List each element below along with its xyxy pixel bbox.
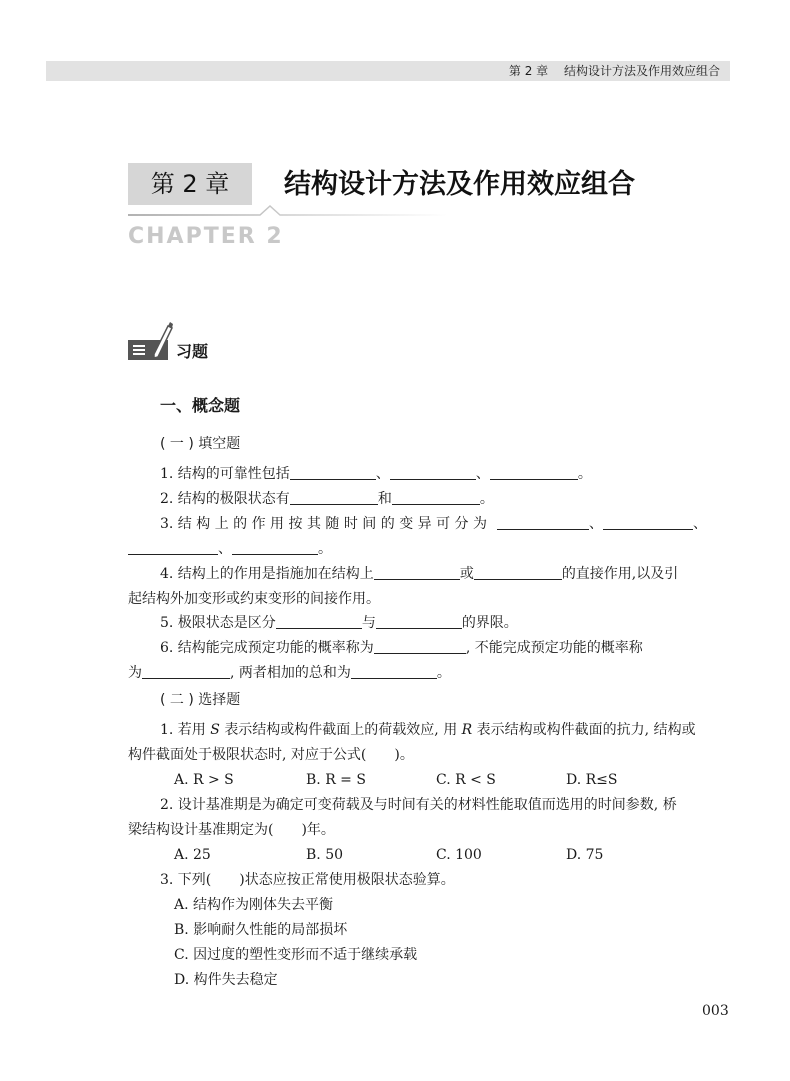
choice-heading: ( 二 ) 选择题 <box>160 692 241 708</box>
question-fill-4-cont: 起结构外加变形或约束变形的间接作用。 <box>128 591 380 607</box>
option-d: D. R≤S <box>566 772 618 788</box>
option-c: C. 因过度的塑性变形而不适于继续承载 <box>174 947 418 963</box>
question-choice-1: 1. 若用 S 表示结构或构件截面上的荷载效应, 用 R 表示结构或构件截面的抗力, 结构或 <box>160 722 696 738</box>
option-a: A. R > S <box>174 772 234 788</box>
question-fill-6-cont: 为 , 两者相加的总和为 。 <box>128 665 451 681</box>
running-head-title: 结构设计方法及作用效应组合 <box>563 64 720 78</box>
question-fill-5: 5. 极限状态是区分 与 的界限。 <box>160 615 518 631</box>
question-fill-3: 3. 结 构 上 的 作 用 按 其 随 时 间 的 变 异 可 分 为 、 、 <box>160 516 708 532</box>
running-head <box>46 61 730 81</box>
question-choice-1-cont: 构件截面处于极限状态时, 对应于公式( )。 <box>128 747 414 763</box>
part-heading: 一、概念题 <box>160 396 241 415</box>
option-c: C. 100 <box>436 847 482 863</box>
question-fill-1: 1. 结构的可靠性包括 、 、 。 <box>160 466 592 482</box>
chapter-label: 第 2 章 <box>128 163 252 205</box>
question-fill-2: 2. 结构的极限状态有 和 。 <box>160 491 494 507</box>
option-d: D. 构件失去稳定 <box>174 972 278 988</box>
exercise-pencil-icon <box>128 322 174 362</box>
option-b: B. 50 <box>306 847 344 863</box>
fill-heading: ( 一 ) 填空题 <box>160 436 241 452</box>
question-choice-3: 3. 下列( )状态应按正常使用极限状态验算。 <box>160 872 455 888</box>
option-b: B. R = S <box>306 772 366 788</box>
question-fill-3-cont: 、 。 <box>128 539 332 559</box>
option-c: C. R < S <box>436 772 496 788</box>
option-a: A. 25 <box>174 847 211 863</box>
question-choice-2-cont: 梁结构设计基准期定为( )年。 <box>128 822 335 838</box>
chapter-english: CHAPTER 2 <box>128 224 284 249</box>
question-fill-4: 4. 结构上的作用是指施加在结构上 或 的直接作用,以及引 <box>160 566 679 582</box>
option-d: D. 75 <box>566 847 604 863</box>
option-b: B. 影响耐久性能的局部损坏 <box>174 922 348 938</box>
chapter-underline <box>128 203 448 217</box>
question-choice-2: 2. 设计基准期是为确定可变荷载及与时间有关的材料性能取值而选用的时间参数, 桥 <box>160 797 677 813</box>
running-head-chapter: 第 2 章 <box>508 64 549 78</box>
section-title: 习题 <box>176 342 209 361</box>
option-a: A. 结构作为刚体失去平衡 <box>174 897 334 913</box>
question-fill-6: 6. 结构能完成预定功能的概率称为 , 不能完成预定功能的概率称 <box>160 640 643 656</box>
chapter-title: 结构设计方法及作用效应组合 <box>284 169 635 200</box>
page-number: 003 <box>702 1003 729 1019</box>
